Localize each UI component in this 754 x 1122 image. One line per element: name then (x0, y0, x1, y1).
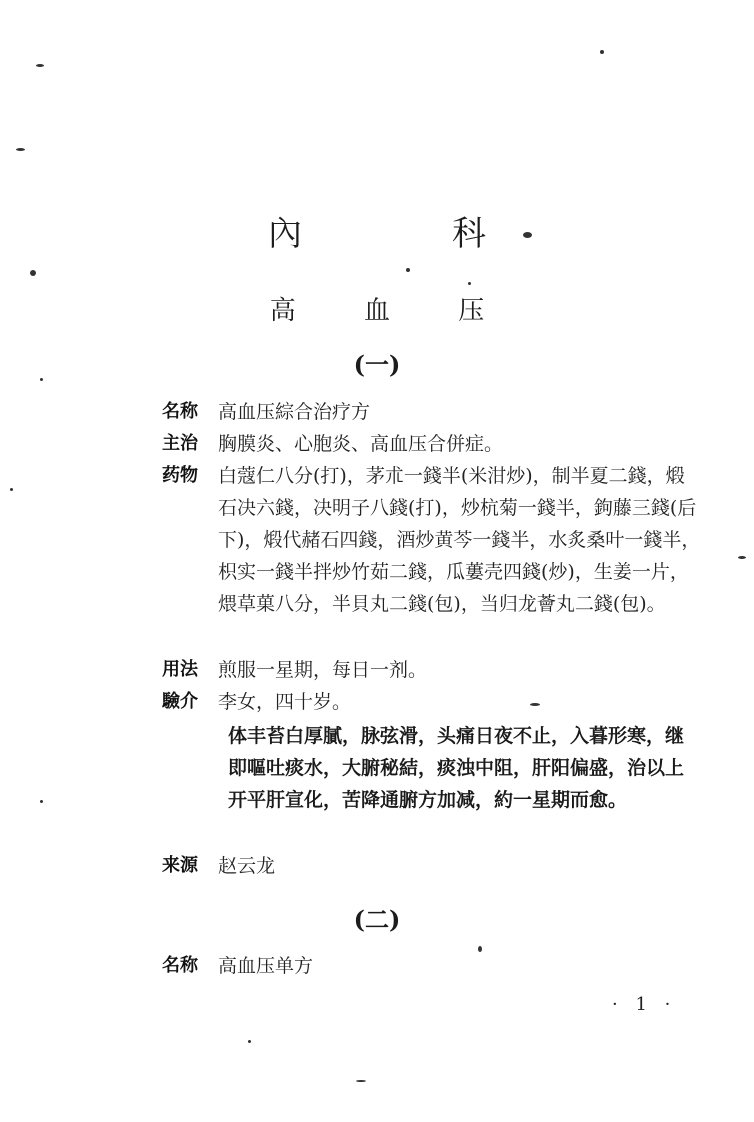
entry-name (162, 396, 702, 428)
entry-usage (162, 654, 702, 686)
scan-speck (30, 270, 36, 276)
chapter-title: 內 科 (268, 214, 544, 254)
case-detail: 体丰苔白厚膩，脉弦滑，头痛日夜不止，入暮形寒，继即嘔吐痰水，大腑秘結，痰浊中阻，肝阳偏盛，治以上开平肝宣化，苦降通腑方加减，約一星期而愈。 (228, 725, 685, 811)
entry-source (162, 850, 702, 882)
page-number: · 1 · (612, 994, 677, 1015)
entry-label: 用法 (162, 659, 198, 680)
entry-value: 赵云龙 (218, 855, 276, 877)
entry-case (162, 686, 702, 718)
entry-label: 来源 (162, 855, 198, 876)
scan-speck (738, 556, 746, 559)
entry-value: 煎服一星期，每日一剂。 (218, 659, 428, 681)
entry-value: 高血压单方 (218, 955, 314, 977)
scan-speck (36, 64, 44, 67)
entry-label: 主治 (162, 433, 198, 454)
entry-value: 胸膜炎、心胞炎、高血压合併症。 (218, 433, 504, 455)
scan-speck (406, 268, 410, 272)
scan-speck (248, 1040, 251, 1043)
section-title: 高 血 压 (269, 296, 515, 326)
entry-label: 名称 (162, 401, 198, 422)
scan-speck (468, 282, 471, 285)
scan-speck (40, 800, 43, 803)
entry-indication (162, 428, 702, 460)
scan-speck (356, 1080, 366, 1082)
entry-name (162, 950, 702, 982)
scan-speck (10, 488, 13, 491)
scan-speck (600, 50, 604, 54)
entry-label: 名称 (162, 955, 198, 976)
entry-value: 李女，四十岁。 (218, 691, 352, 713)
subsection-heading: (一) (353, 350, 401, 379)
entry-label: 驗介 (162, 691, 198, 712)
scan-speck (16, 148, 25, 151)
subsection-heading: (二) (353, 905, 401, 934)
entry-label: 药物 (162, 465, 198, 486)
entry-medicine (162, 460, 702, 620)
entry-value: 白蔻仁八分(打)，茅朮一錢半(米泔炒)，制半夏二錢，煅石决六錢，决明子八錢(打)，炒杭菊一錢半，鉤藤三錢(后下)，煅代赭石四錢，酒炒黄芩一錢半，水炙桑叶一錢半，枳实一錢半拌炒竹茹二錢，瓜蔞壳四錢(炒)，生姜一片，煨草菓八分，半貝丸二錢(包)，当归龙薈丸二錢(包)。 (218, 465, 701, 615)
entry-value: 高血压綜合治疗方 (218, 401, 371, 423)
